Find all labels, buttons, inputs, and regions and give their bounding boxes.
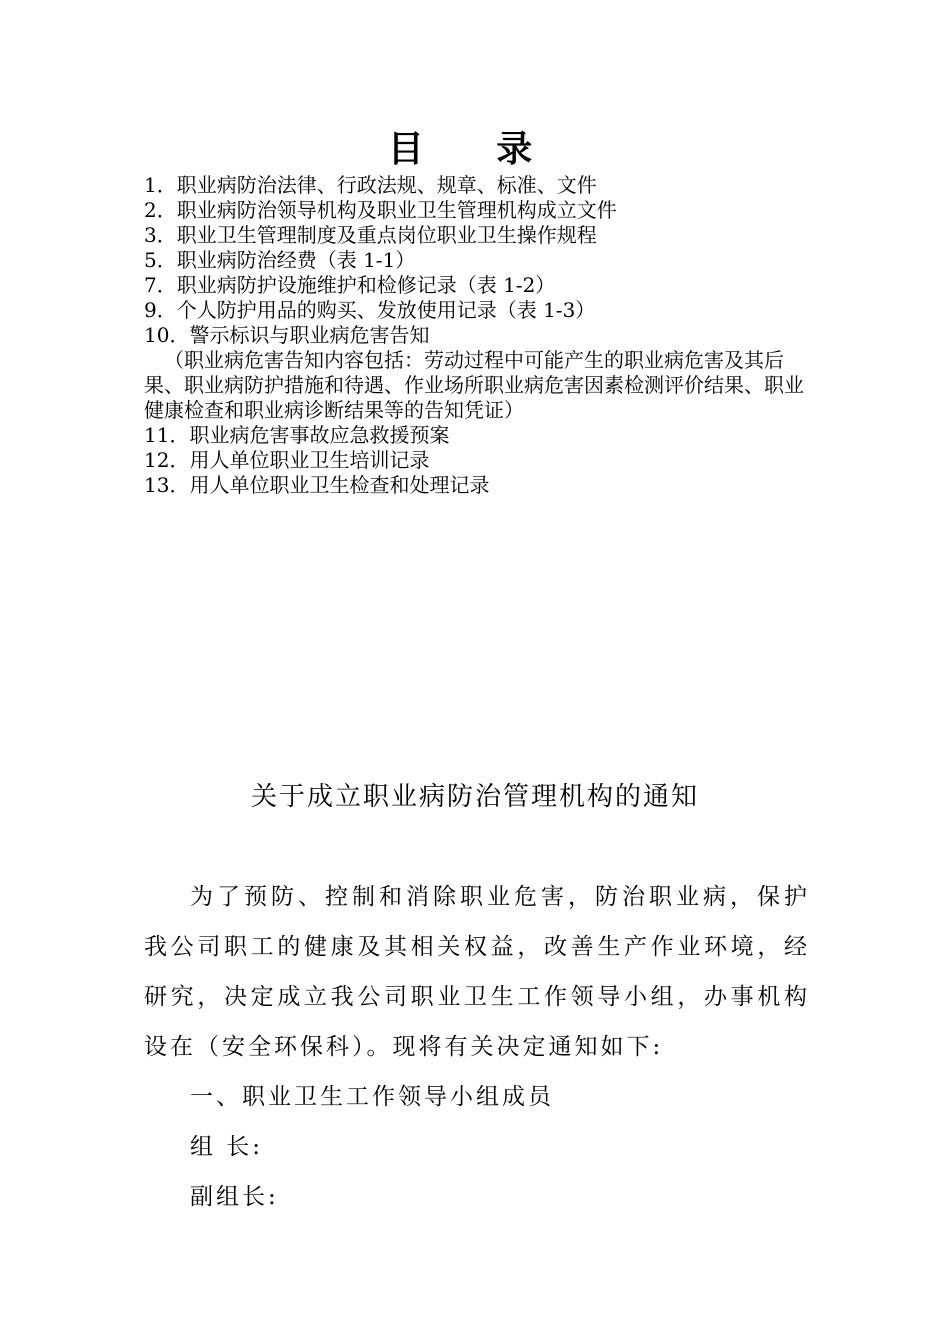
toc-item: 1．职业病防治法律、行政法规、规章、标准、文件: [144, 173, 597, 197]
toc-list: [144, 173, 814, 498]
notice-title: 关于成立职业病防治管理机构的通知: [250, 782, 699, 812]
toc-item: 2．职业病防治领导机构及职业卫生管理机构成立文件: [144, 198, 617, 222]
toc-item: 10．警示标识与职业病危害告知: [144, 323, 430, 347]
notice-body: [144, 872, 810, 1222]
section-heading: 一、职业卫生工作领导小组成员: [190, 1084, 554, 1110]
deputy-leader-label: 副组长:: [190, 1184, 279, 1210]
leader-label: 组 长:: [190, 1134, 264, 1160]
toc-item: 9．个人防护用品的购买、发放使用记录（表 1-3）: [144, 298, 596, 322]
toc-item: 12．用人单位职业卫生培训记录: [144, 448, 430, 472]
toc-item: 5．职业病防治经费（表 1-1）: [144, 248, 416, 272]
toc-item: 13．用人单位职业卫生检查和处理记录: [144, 473, 490, 497]
notice-paragraph: 为了预防、控制和消除职业危害，防治职业病，保护我公司职工的健康及其相关权益，改善生产作业环境，经研究，决定成立我公司职业卫生工作领导小组，办事机构设在（安全环保科）。现将有关决定通知如下:: [144, 884, 810, 1060]
toc-title: 目 录: [387, 129, 563, 170]
toc-item: 11．职业病危害事故应急救援预案: [144, 423, 450, 447]
toc-note: （职业病危害告知内容包括：劳动过程中可能产生的职业病危害及其后果、职业病防护措施和待遇、作业场所职业病危害因素检测评价结果、职业健康检查和职业病诊断结果等的告知凭证）: [144, 348, 804, 422]
toc-item: 7．职业病防护设施维护和检修记录（表 1-2）: [144, 273, 556, 297]
toc-item: 3．职业卫生管理制度及重点岗位职业卫生操作规程: [144, 223, 597, 247]
